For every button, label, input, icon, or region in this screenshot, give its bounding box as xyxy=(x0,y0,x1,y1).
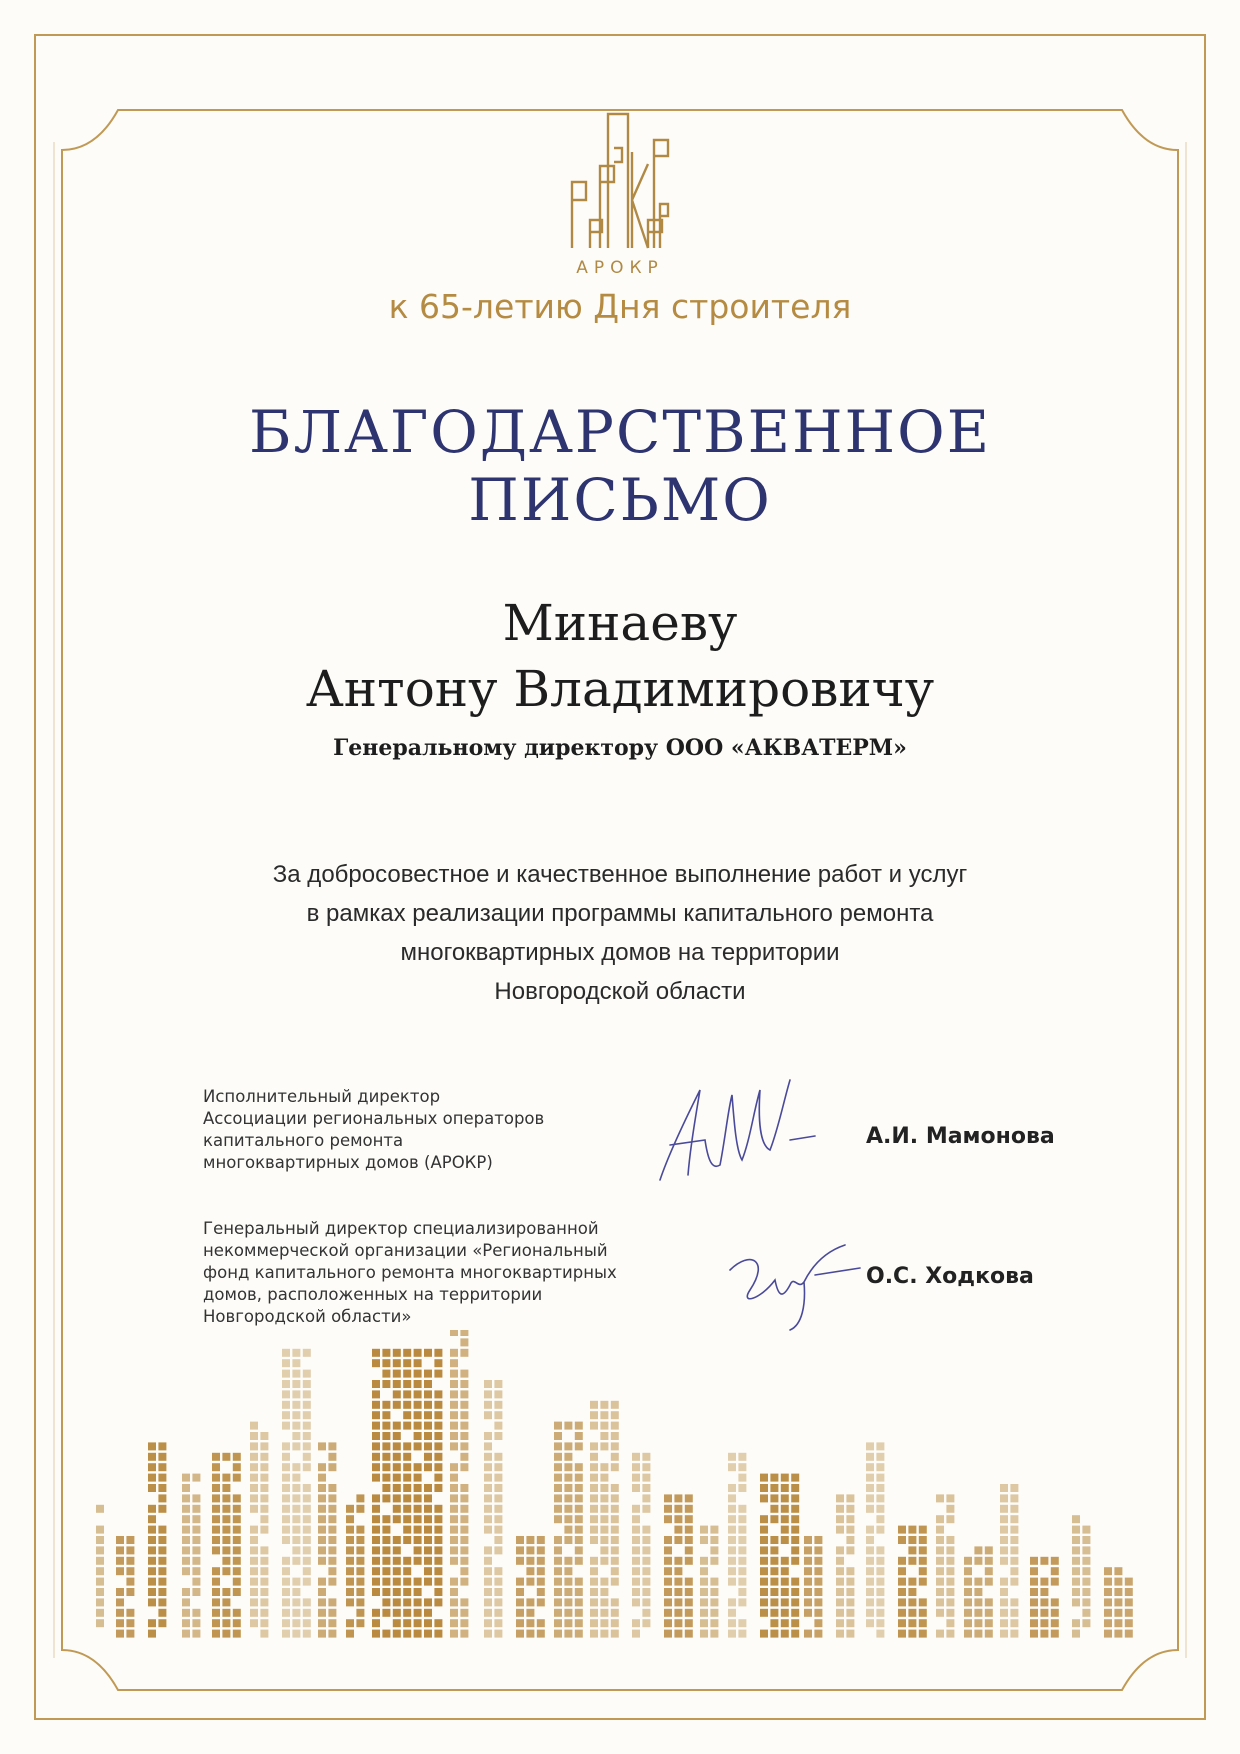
reason-line-1: За добросовестное и качественное выполнение работ и услуг xyxy=(272,861,968,888)
arokr-logo xyxy=(568,108,672,256)
logo-label: АРОКР xyxy=(576,258,664,278)
recipient-name xyxy=(0,590,1240,722)
anniversary-tagline: к 65-летию Дня строителя xyxy=(388,287,852,326)
signer-2-role-line: домов, расположенных на территории xyxy=(203,1285,543,1304)
signer-1-role-line: многоквартирных домов (АРОКР) xyxy=(203,1153,493,1172)
signature-1 xyxy=(650,1070,830,1190)
reason-line-2: в рамках реализации программы капитального ремонта xyxy=(306,900,934,927)
signer-2-role-line: Генеральный директор специализированной xyxy=(203,1219,599,1238)
title-line-1: БЛАГОДАРСТВЕННОЕ xyxy=(248,398,992,466)
signer-2-role-line: фонд капитального ремонта многоквартирных xyxy=(203,1263,617,1282)
signer-1-role xyxy=(203,1086,544,1174)
signer-2-role-line: Новгородской области» xyxy=(203,1307,412,1326)
signer-2-name: О.С. Ходкова xyxy=(866,1264,1034,1289)
signer-1-role-line: Исполнительный директор xyxy=(203,1087,441,1106)
document-title xyxy=(0,398,1240,534)
signature-2 xyxy=(720,1230,870,1340)
reason-line-4: Новгородской области xyxy=(494,978,746,1005)
signer-1-role-line: капитального ремонта xyxy=(203,1131,404,1150)
signer-1-role-line: Ассоциации региональных операторов xyxy=(203,1109,545,1128)
reason-line-3: многоквартирных домов на территории xyxy=(400,939,840,966)
recipient-surname: Минаеву xyxy=(502,594,738,652)
signer-2-role-line: некоммерческой организации «Региональный xyxy=(203,1241,608,1260)
city-skyline-decoration xyxy=(96,1330,1144,1640)
signer-2-role xyxy=(203,1218,617,1328)
signer-1-name: А.И. Мамонова xyxy=(866,1124,1055,1149)
title-line-2: ПИСЬМО xyxy=(468,466,772,534)
recipient-given-names: Антону Владимировичу xyxy=(305,660,935,718)
award-reason xyxy=(0,855,1240,1011)
recipient-position: Генеральному директору ООО «АКВАТЕРМ» xyxy=(333,735,907,761)
